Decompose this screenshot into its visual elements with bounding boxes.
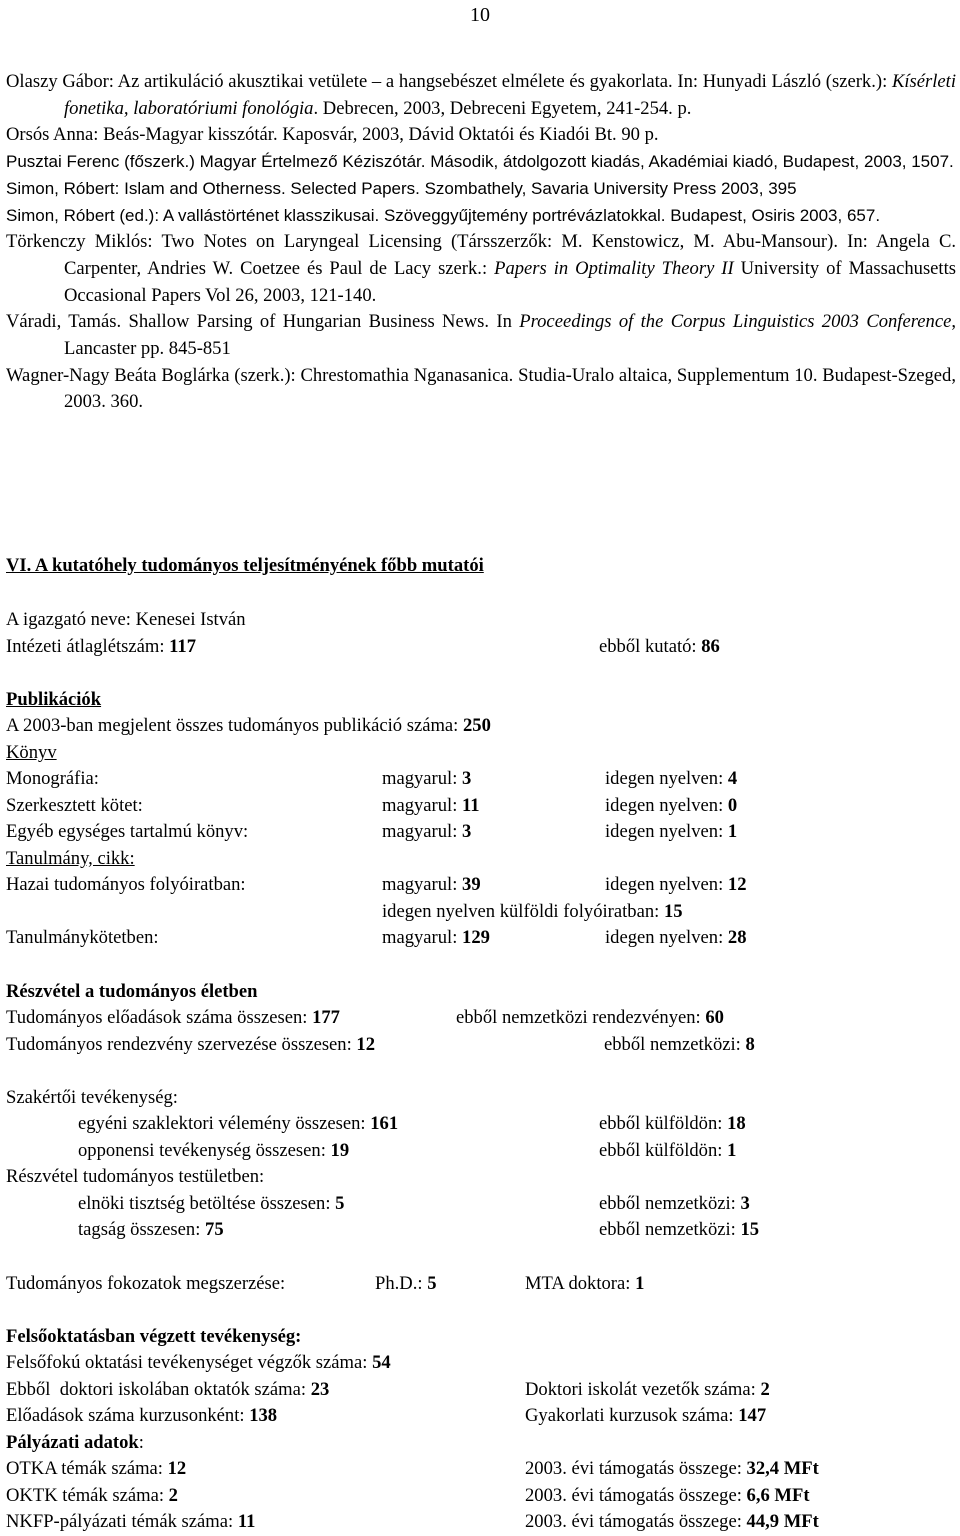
- section-title: VI. A kutatóhely tudományos teljesítményének főbb mutatói: [6, 555, 484, 576]
- book-row: Egyéb egységes tartalmú könyv: magyarul: 3 idegen nyelven: 1: [6, 821, 738, 842]
- reference-text: University of Massachusetts Occasional Papers Vol 26, 2003, 121-140.: [64, 257, 957, 306]
- doctoral-row: Ebből doktori iskolában oktatók száma: 23 Doktori iskolát vezetők száma: 2: [6, 1379, 770, 1400]
- reference-varadi: [6, 309, 956, 362]
- expert-heading: Szakértői tevékenység:: [6, 1087, 178, 1108]
- expert-row: opponensi tevékenység összesen: 19 ebből külföldön: 1: [78, 1140, 737, 1161]
- bodies-heading: Részvétel tudományos testületben:: [6, 1166, 265, 1187]
- participation-heading: Részvétel a tudományos életben: [6, 981, 258, 1002]
- reference-wagner: Wagner-Nagy Beáta Boglárka (szerk.): Chrestomathia Nganasanica. Studia-Uralo altaica, Supplementum 10. Budapest-Szeged, 2003. 360.: [6, 364, 956, 413]
- higher-ed-heading: Felsőoktatásban végzett tevékenység:: [6, 1326, 302, 1347]
- reference-text: . Debrecen, 2003, Debreceni Egyetem, 241-254. p.: [313, 97, 692, 119]
- reference-title: Papers in Optimality Theory II: [494, 257, 734, 279]
- reference-text: , Lancaster pp. 845-851: [64, 311, 956, 360]
- grant-row: OTKA témák száma: 12 2003. évi támogatás összege: 32,4 MFt: [6, 1458, 819, 1479]
- document-page: 10 Olaszy Gábor: Az artikuláció akusztikai vetülete – a hangsebészet elmélete és gyakorlata. In: Hunyadi László (szerk.): Kísérleti fonetika, laboratóriumi fonológia. Debrecen, 2003, Debreceni Egyetem, 241-254. p. Orsós Anna: Beás-Magyar kisszótár. Kaposvár, 2003, Dávid Oktatói és Kiadói Bt. 90 p. Pusztai Ferenc (főszerk.) Magyar Értelmező Kéziszótár. Második, átdolgozott kiadás, Akadémiai kiadó, Budapest, 2003, 1507. Simon, Róbert: Islam and Otherness. Selected Papers. Szombathely, Savaria University Press 2003, 395 Simon, Róbert (ed.): A vallástörténet klasszikusai. Szöveggyűjtemény portrévázlatokkal. Budapest, Osiris 2003, 657. Törkenczy Miklós: Two Notes on Laryngeal Licensing (Társszerzők: M. Kenstowicz, M. Abu-Mansour). In: Angela C. Carpenter, Andries W. Coetzee és Paul de Lacy szerk.: Papers in Optimality Theory II University of Massachusetts Occasional Papers Vol 26, 2003, 121-140. Váradi, Tamás. Shallow Parsing of Hungarian Business News. In Proceedings of the Corpus Linguistics 2003 Conference, Lancaster pp. 845-851 Wagner-Nagy Beáta Boglárka (szerk.): Chrestomathia Nganasanica. Studia-Uralo altaica, Supplementum 10. Budapest-Szeged, 2003. 360. VI. A kutatóhely tudományos teljesítményének főbb mutatói A igazgató neve: Kenesei István Intézeti átlaglétszám: 117 ebből kutató: 86 Publikációk A 2003-ban megjelent összes tudományos publikáció száma: 250 Könyv Monográfia: magyarul: 3 idegen nyelven: 4 Szerkesztett kötet: magyarul: 11 idegen nyelven: 0 Egyéb egységes tartalmú könyv: magyarul: 3 idegen nyelven: 1 Tanulmány, cikk: Hazai tudományos folyóiratban: magyarul: 39 idegen nyelven: 12 idegen nyelven külföldi folyóiratban: 15 Tanulmánykötetben: magyarul: 129 idegen nyelven: 28 Részvétel a tudományos életben Tudományos előadások száma összesen: 177 ebből nemzetközi rendezvényen: 60 Tudományos rendezvény szervezése összesen: 12 ebből nemzetközi: 8 Szakértői tevékenység: egyéni szaklektori vélemény összesen: 161 ebből külföldön: 18 opponensi tevékenység összesen: 19 ebből külföldön: 1 Részvétel tudományos testületben: elnöki tisztség betöltése összesen: 5 ebből nemzetközi: 3 tagság összesen: 75 ebből nemzetközi: 15 Tudományos fokozatok megszerzése: Ph.D.: 5 MTA doktora: 1 Felsőoktatásban végzett tevékenység: Felsőfokú oktatási tevékenységet végzők száma: 54 Ebből doktori iskolában oktatók száma: 23 Doktori iskolát vezetők száma: 2 Előadások száma kurzusonként: 138 Gyakorlati kurzusok száma: 147 Pályázati adatok: OTKA témák száma: 12 2003. évi támogatás összege: 32,4 MFt OKTK témák száma: 2 2003. évi támogatás összege: 6,6 MFt NKFP-pályázati témák száma: 11 2003. évi támogatás összege: 44,9 MFt: [0, 0, 960, 1536]
- reference-torkenczy: [6, 229, 956, 309]
- reference-text: Olaszy Gábor: Az artikuláció akusztikai vetülete – a hangsebészet elmélete és gyakorlata. In: Hunyadi László (szerk.):: [6, 71, 892, 92]
- book-row: Monográfia: magyarul: 3 idegen nyelven: 4: [6, 768, 738, 789]
- bodies-row: tagság összesen: 75 ebből nemzetközi: 15: [78, 1219, 760, 1240]
- study-heading: Tanulmány, cikk:: [6, 848, 135, 869]
- grant-row: OKTK témák száma: 2 2003. évi támogatás összege: 6,6 MFt: [6, 1485, 810, 1506]
- journal-row: Hazai tudományos folyóiratban: magyarul: 39 idegen nyelven: 12: [6, 874, 747, 895]
- publications-heading: Publikációk: [6, 689, 102, 710]
- events-row: Tudományos rendezvény szervezése összesen: 12 ebből nemzetközi: 8: [6, 1034, 755, 1055]
- expert-row: egyéni szaklektori vélemény összesen: 161 ebből külföldön: 18: [78, 1113, 746, 1134]
- volume-row: Tanulmánykötetben: magyarul: 129 idegen nyelven: 28: [6, 927, 747, 948]
- reference-title: Proceedings of the Corpus Linguistics 2003 Conference: [519, 311, 952, 333]
- bodies-row: elnöki tisztség betöltése összesen: 5 ebből nemzetközi: 3: [78, 1193, 750, 1214]
- reference-olaszy: [6, 69, 956, 122]
- lectures-row: Előadások száma kurzusonként: 138 Gyakorlati kurzusok száma: 147: [6, 1405, 767, 1426]
- degrees-row: Tudományos fokozatok megszerzése: Ph.D.: 5 MTA doktora: 1: [6, 1273, 645, 1294]
- researcher-count: ebből kutató: 86: [599, 636, 720, 657]
- book-heading: Könyv: [6, 742, 57, 763]
- reference-title: Kísérleti fonetika, laboratóriumi fonológia: [64, 71, 956, 119]
- staff-line: Intézeti átlaglétszám: 117 ebből kutató: 86: [6, 636, 720, 657]
- book-row: Szerkesztett kötet: magyarul: 11 idegen nyelven: 0: [6, 795, 738, 816]
- reference-orsos: Orsós Anna: Beás-Magyar kisszótár. Kaposvár, 2003, Dávid Oktatói és Kiadói Bt. 90 p.: [6, 124, 659, 146]
- talks-row: Tudományos előadások száma összesen: 177 ebből nemzetközi rendezvényen: 60: [6, 1007, 724, 1028]
- reference-pusztai: Pusztai Ferenc (főszerk.) Magyar Értelmező Kéziszótár. Második, átdolgozott kiadás, Akadémiai kiadó, Budapest, 2003, 1507.: [6, 152, 954, 172]
- reference-text: Váradi, Tamás. Shallow Parsing of Hungarian Business News. In: [6, 311, 520, 333]
- page-number: 10: [470, 4, 490, 26]
- publications-total: A 2003-ban megjelent összes tudományos publikáció száma: 250: [6, 715, 491, 736]
- reference-text: Törkenczy Miklós: Two Notes on Laryngeal Licensing (Társszerzők: M. Kenstowicz, M. Abu-Mansour). In: Angela C. Carpenter, Andries W. Coetzee és Paul de Lacy szerk.:: [6, 231, 956, 279]
- reference-simon-1: Simon, Róbert: Islam and Otherness. Selected Papers. Szombathely, Savaria University Press 2003, 395: [6, 178, 797, 198]
- reference-list: [6, 69, 956, 416]
- grants-heading: Pályázati adatok:: [6, 1432, 144, 1453]
- director-line: A igazgató neve: Kenesei István: [6, 609, 246, 630]
- teachers-row: Felsőfokú oktatási tevékenységet végzők száma: 54: [6, 1352, 391, 1373]
- reference-simon-2: Simon, Róbert (ed.): A vallástörténet klasszikusai. Szöveggyűjtemény portrévázlatokkal. Budapest, Osiris 2003, 657.: [6, 205, 881, 225]
- grant-row: NKFP-pályázati témák száma: 11 2003. évi támogatás összege: 44,9 MFt: [6, 1511, 819, 1532]
